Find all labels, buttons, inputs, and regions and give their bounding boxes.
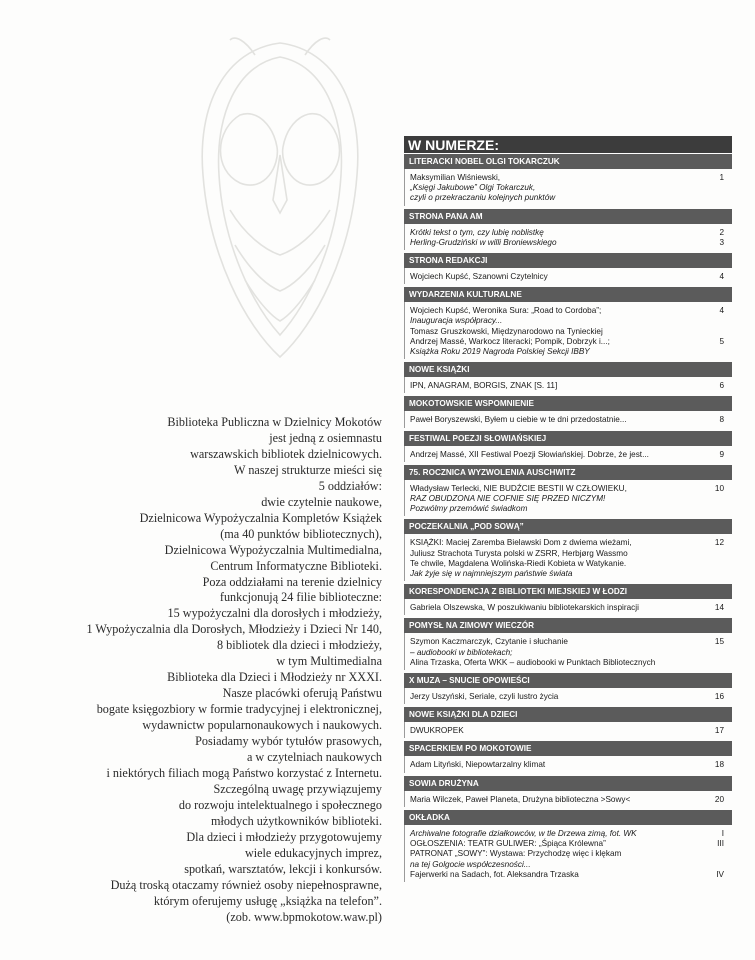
page-number-value: 12: [714, 538, 724, 548]
page-number: [700, 538, 732, 579]
library-info-line: którym oferujemy usługę „książka na telefon”.: [153, 893, 382, 908]
entry-line: Fajerwerki na Sadach, fot. Aleksandra Trzaska: [410, 869, 579, 879]
page-number-value: 2: [719, 227, 724, 237]
section-entries: [404, 411, 732, 427]
toc-entry: [405, 173, 732, 204]
page-number: [700, 839, 732, 880]
library-info-line: bogate księgozbiory w formie tradycyjnej i elektronicznej,: [96, 702, 382, 717]
toc-title: W NUMERZE:: [404, 136, 732, 154]
section-entries: [404, 722, 732, 738]
page-number: [700, 228, 732, 248]
entry-line: Wojciech Kupść, Weronika Sura: „Road to Cordoba”;: [410, 306, 602, 316]
entry-text: [410, 381, 700, 391]
entry-line: Władysław Terlecki, NIE BUDŹCIE BESTII W CZŁOWIEKU,: [410, 483, 627, 493]
entry-line: Tomasz Gruszkowski, Międzynarodowo na Tynieckiej: [410, 326, 603, 336]
entry-line: na tej Golgocie współczesności...: [410, 859, 531, 869]
library-info-line: Biblioteka Publiczna w Dzielnicy Mokotów: [167, 415, 382, 429]
entry-line: Te chwile, Magdalena Wolińska-Riedi Kobieta w Watykanie.: [410, 558, 627, 568]
entry-text: [410, 692, 700, 702]
section-header: SOWIA DRUŻYNA: [404, 776, 732, 791]
library-info-line: a w czytelniach naukowych: [246, 750, 382, 765]
table-of-contents: [404, 136, 732, 885]
entry-text: [410, 760, 700, 770]
section-entries: [404, 599, 732, 615]
library-info-line: Nasze placówki oferują Państwu: [222, 686, 382, 701]
library-info-line: W naszej strukturze mieści się: [233, 462, 382, 477]
entry-text: [410, 337, 700, 357]
page-number: [700, 484, 732, 515]
section-entries: [404, 480, 732, 517]
entry-line: KSIĄŻKI: Maciej Zaremba Bielawski Dom z dwiema wieżami,: [410, 538, 632, 548]
toc-entry: [405, 637, 732, 668]
entry-line: Maksymilian Wiśniewski,: [410, 173, 501, 182]
toc-entry: [405, 381, 732, 391]
page-number: [700, 603, 732, 613]
library-info-line: 1 Wypożyczalnia dla Dorosłych, Młodzieży i Dzieci Nr 140,: [86, 622, 382, 637]
library-info-line: 8 bibliotek dla dzieci i młodzieży,: [216, 638, 382, 653]
toc-entry: [405, 337, 732, 357]
entry-line: „Księgi Jakubowe” Olgi Tokarczuk,: [410, 183, 536, 193]
entry-line: Alina Trzaska, Oferta WKK – audiobooki w Punktach Bibliotecznych: [410, 657, 656, 667]
page-number: [700, 327, 732, 337]
toc-entry: [405, 829, 732, 839]
section-entries: [404, 688, 732, 704]
entry-line: DWUKROPEK: [410, 726, 464, 736]
library-info-line: Dużą troską otaczamy również osoby niepełnosprawne,: [110, 877, 382, 892]
entry-line: Archiwalne fotografie działkowców, w tle Drzewa zimą, fot. WK: [410, 828, 637, 838]
page-number-value: 20: [714, 794, 724, 804]
section-header: WYDARZENIA KULTURALNE: [404, 287, 732, 302]
page-number: [700, 337, 732, 357]
section-entries: [404, 633, 732, 670]
entry-line: Adam Lityński, Niepowtarzalny klimat: [410, 760, 546, 770]
library-info-line: wydawnictw popularnonaukowych i naukowych.: [142, 718, 382, 733]
entry-line: Juliusz Strachota Turysta polski w ZSRR, Herbjørg Wassmo: [410, 548, 628, 558]
library-info-line: Poza oddziałami na terenie dzielnicy: [202, 574, 382, 589]
section-entries: [404, 169, 732, 206]
page-number-value: [700, 860, 724, 870]
entry-line: PATRONAT „SOWY”: Wystawa: Przychodzę więc i klękam: [410, 849, 622, 859]
entry-line: Jerzy Uszyński, Seriale, czyli lustro życia: [410, 692, 559, 702]
section-entries: [404, 268, 732, 284]
entry-text: [410, 637, 700, 668]
section-entries: [404, 302, 732, 359]
page-number-value: 5: [719, 336, 724, 346]
page-number: [700, 415, 732, 425]
toc-entry: [405, 726, 732, 736]
entry-line: Andrzej Massé, XII Festiwal Poezji Słowiańskiej. Dobrze, że jest...: [410, 449, 649, 459]
page-number: [700, 381, 732, 391]
toc-entry: [405, 228, 732, 248]
entry-line: czyli o przekraczaniu kolejnych punktów: [410, 193, 556, 203]
entry-text: [410, 327, 700, 337]
entry-text: [410, 795, 700, 805]
library-info-line: funkcjonują 24 filie biblioteczne:: [219, 590, 382, 605]
library-info-line: warszawskich bibliotek dzielnicowych.: [190, 446, 382, 461]
library-info-line: (ma 40 punktów bibliotecznych),: [220, 526, 382, 541]
section-header: X MUZA – SNUCIE OPOWIEŚCI: [404, 673, 732, 688]
entry-text: [410, 272, 700, 282]
section-header: STRONA REDAKCJI: [404, 253, 732, 268]
entry-line: Andrzej Massé, Warkocz literacki; Pompik, Dobrzyk i...;: [410, 336, 610, 346]
library-info-line: Dzielnicowa Wypożyczalnia Kompletów Książek: [139, 510, 382, 525]
section-header: NOWE KSIĄŻKI: [404, 362, 732, 377]
page-number-value: IV: [716, 869, 724, 879]
section-entries: [404, 224, 732, 250]
library-info-line: 5 oddziałów:: [318, 478, 382, 493]
toc-entry: [405, 306, 732, 326]
section-header: POMYSŁ NA ZIMOWY WIECZÓR: [404, 618, 732, 633]
library-info-line: Szczególną uwagę przywiązujemy: [213, 781, 382, 796]
library-info-line: Posiadamy wybór tytułów prasowych,: [195, 734, 382, 749]
library-info-line: w tym Multimedialna: [276, 654, 382, 669]
page-number-value: 3: [719, 237, 724, 247]
entry-text: [410, 726, 700, 736]
section-header: NOWE KSIĄŻKI DLA DZIECI: [404, 707, 732, 722]
entry-line: Inauguracja współpracy...: [410, 316, 503, 326]
toc-entry: [405, 760, 732, 770]
page-number: [700, 726, 732, 736]
page-number-value: 9: [719, 449, 724, 459]
entry-line: Jak żyje się w najmniejszym państwie świata: [410, 569, 573, 579]
section-header: SPACERKIEM PO MOKOTOWIE: [404, 741, 732, 756]
entry-text: [410, 603, 700, 613]
page-number: [700, 637, 732, 668]
page-number: [700, 829, 732, 839]
section-entries: [404, 756, 732, 772]
page-number: [700, 795, 732, 805]
entry-text: [410, 415, 700, 425]
entry-text: [410, 306, 700, 326]
section-header: MOKOTOWSKIE WSPOMNIENIE: [404, 396, 732, 411]
library-info-line: wiele edukacyjnych imprez,: [244, 845, 382, 860]
library-info-line: Dzielnicowa Wypożyczalnia Multimedialna,: [164, 542, 382, 557]
page-number-value: 4: [719, 306, 724, 316]
library-info-text: [30, 415, 382, 926]
owl-watermark-logo: [185, 35, 375, 365]
entry-text: [410, 484, 700, 515]
section-entries: [404, 377, 732, 393]
page-number-value: 14: [714, 603, 724, 613]
library-info-line: (zob. www.bpmokotow.waw.pl): [226, 909, 382, 924]
library-info-line: Biblioteka dla Dzieci i Młodzieży nr XXXI.: [167, 670, 382, 685]
section-header: KORESPONDENCJA Z BIBLIOTEKI MIEJSKIEJ W ŁODZI: [404, 584, 732, 599]
entry-line: RAZ OBUDZONA NIE COFNIE SIĘ PRZED NICZYM!: [410, 494, 606, 504]
page-number: [700, 692, 732, 702]
toc-entry: [405, 538, 732, 579]
entry-text: [410, 173, 700, 204]
entry-line: Paweł Boryszewski, Byłem u ciebie w te dni przedostatnie...: [410, 415, 627, 425]
page-number-value: 18: [714, 760, 724, 770]
section-header: LITERACKI NOBEL OLGI TOKARCZUK: [404, 154, 732, 169]
page-number-value: 15: [714, 637, 724, 647]
page-number-value: [700, 849, 724, 859]
library-info-line: i niektórych filiach mogą Państwo korzystać z Internetu.: [106, 765, 382, 780]
entry-line: Maria Wilczek, Paweł Planeta, Drużyna biblioteczna >Sowy<: [410, 794, 631, 804]
library-info-line: spotkań, warsztatów, lekcji i konkursów.: [184, 861, 382, 876]
entry-text: [410, 228, 700, 248]
toc-sections: [404, 154, 732, 882]
library-info-line: jest jedną z osiemnastu: [269, 430, 382, 445]
toc-entry: [405, 450, 732, 460]
toc-entry: [405, 327, 732, 337]
library-info-line: Centrum Informatyczne Biblioteki.: [210, 558, 382, 573]
toc-entry: [405, 272, 732, 282]
page-number-value: 17: [714, 726, 724, 736]
entry-line: IPN, ANAGRAM, BORGIS, ZNAK [S. 11]: [410, 381, 558, 391]
page-number-value: 1: [719, 173, 724, 182]
page-number-value: 6: [719, 381, 724, 391]
page-number-value: 10: [714, 483, 724, 493]
page-number-value: [700, 327, 724, 337]
toc-entry: [405, 839, 732, 880]
entry-text: [410, 538, 700, 579]
page-number: [700, 173, 732, 204]
entry-text: [410, 450, 700, 460]
entry-text: [410, 829, 700, 839]
page-number-value: III: [717, 839, 724, 849]
page-number-value: 4: [719, 272, 724, 282]
section-header: OKŁADKA: [404, 810, 732, 825]
toc-entry: [405, 795, 732, 805]
page-number: [700, 306, 732, 326]
section-entries: [404, 534, 732, 581]
page-number: [700, 760, 732, 770]
entry-line: Szymon Kaczmarczyk, Czytanie i słuchanie: [410, 637, 568, 647]
section-entries: [404, 791, 732, 807]
page-number-value: I: [721, 828, 724, 838]
library-info-line: Dla dzieci i młodzieży przygotowujemy: [186, 829, 382, 844]
page-number-value: 16: [714, 692, 724, 702]
entry-line: Gabriela Olszewska, W poszukiwaniu bibliotekarskich inspiracji: [410, 603, 639, 613]
entry-line: Krótki tekst o tym, czy lubię noblistkę: [410, 227, 544, 237]
toc-entry: [405, 692, 732, 702]
section-header: 75. ROCZNICA WYZWOLENIA AUSCHWITZ: [404, 465, 732, 480]
library-info-line: dwie czytelnie naukowe,: [261, 494, 382, 509]
library-info-line: młodych użytkowników biblioteki.: [211, 813, 382, 828]
entry-line: – audiobooki w bibliotekach;: [410, 647, 513, 657]
toc-entry: [405, 415, 732, 425]
section-header: STRONA PANA AM: [404, 209, 732, 224]
toc-entry: [405, 484, 732, 515]
entry-line: Herling-Grudziński w willi Broniewskiego: [410, 237, 557, 247]
entry-line: OGŁOSZENIA: TEATR GULIWER: „Śpiąca Królewna”: [410, 839, 606, 849]
library-info-line: do rozwoju intelektualnego i społecznego: [178, 797, 382, 812]
section-header: POCZEKALNIA „POD SOWĄ”: [404, 519, 732, 534]
entry-line: Pozwólmy przemówić świadkom: [410, 504, 528, 514]
section-entries: [404, 446, 732, 462]
page-number-value: 8: [719, 415, 724, 425]
library-info-line: 15 wypożyczalni dla dorosłych i młodzieży,: [167, 606, 382, 621]
toc-entry: [405, 603, 732, 613]
entry-line: Książka Roku 2019 Nagroda Polskiej Sekcji IBBY: [410, 347, 590, 357]
section-header: FESTIWAL POEZJI SŁOWIAŃSKIEJ: [404, 431, 732, 446]
entry-text: [410, 839, 700, 880]
section-entries: [404, 825, 732, 882]
page-number: [700, 450, 732, 460]
page-number: [700, 272, 732, 282]
entry-line: Wojciech Kupść, Szanowni Czytelnicy: [410, 272, 548, 282]
